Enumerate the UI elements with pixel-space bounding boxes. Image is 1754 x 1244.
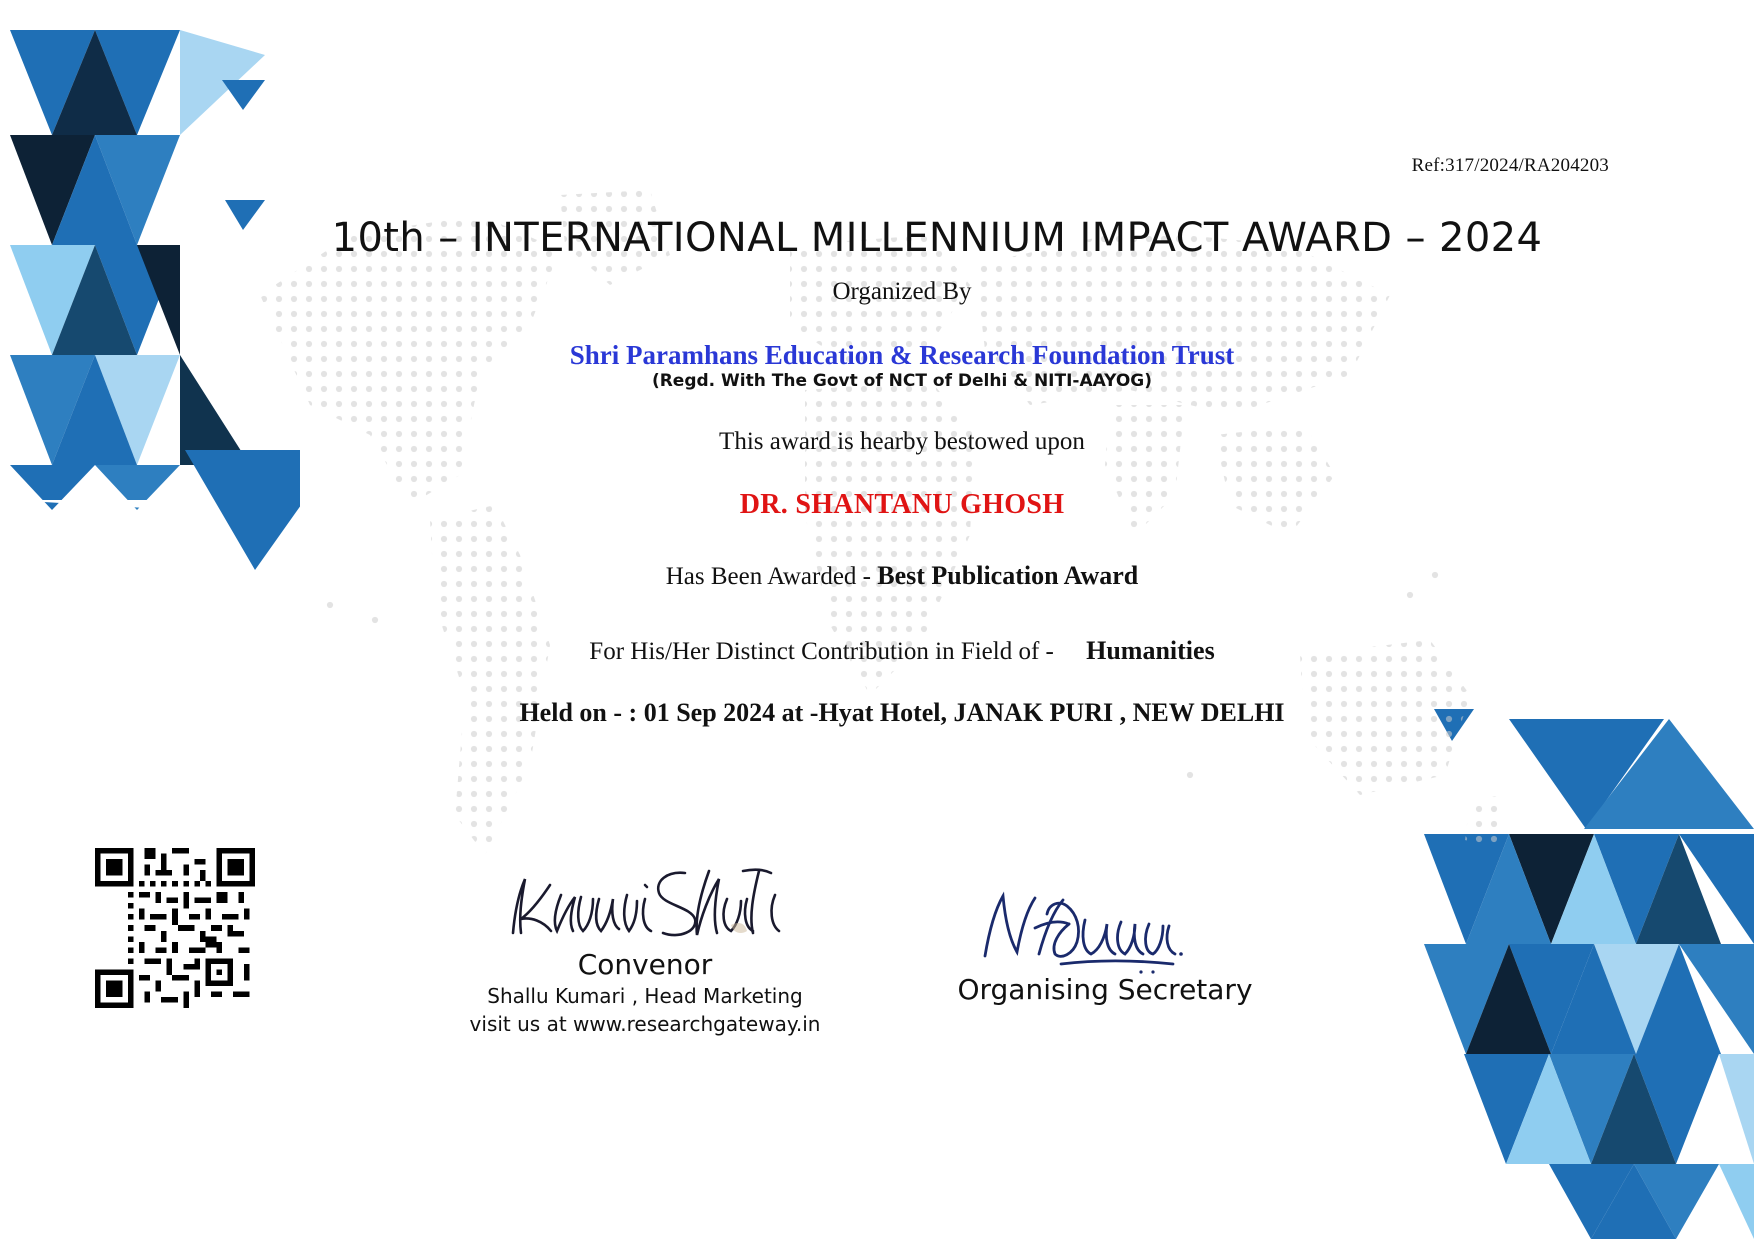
organized-by-label: Organized By — [832, 278, 972, 305]
signature-role-secretary: Organising Secretary — [957, 973, 1253, 1006]
award-label: Has Been Awarded - — [665, 563, 878, 590]
signature-block-secretary — [930, 880, 1280, 1006]
signature-role-convenor: Convenor — [577, 948, 713, 981]
held-label: Held on - : — [519, 698, 644, 727]
signature-sub-line-2: visit us at www.researchgateway.in — [469, 1012, 821, 1036]
qr-code — [95, 848, 255, 1008]
signature-sub-line-1: Shallu Kumari , Head Marketing — [487, 984, 803, 1008]
qr-code-svg — [95, 848, 255, 1008]
held-line — [160, 698, 1644, 728]
reference-number: Ref:317/2024/RA204203 — [1411, 155, 1609, 176]
field-value: Humanities — [1086, 636, 1215, 665]
field-line — [160, 636, 1644, 666]
bestowed-text: This award is hearby bestowed upon — [719, 428, 1085, 455]
organization-registration: (Regd. With The Govt of NCT of Delhi & NITI-AAYOG) — [651, 371, 1153, 391]
handwritten-signature-convenor — [495, 855, 795, 950]
field-label: For His/Her Distinct Contribution in Field of - — [589, 638, 1061, 665]
handwritten-signature-secretary — [965, 880, 1245, 975]
organization-name: Shri Paramhans Education & Research Foundation Trust — [569, 340, 1235, 370]
award-line — [160, 561, 1644, 591]
awardee-name: DR. SHANTANU GHOSH — [739, 489, 1065, 520]
page-title: 10th – INTERNATIONAL MILLENNIUM IMPACT AWARD – 2024 — [331, 215, 1543, 261]
award-name: Best Publication Award — [877, 561, 1139, 590]
signature-block-convenor — [430, 855, 860, 1037]
held-details: 01 Sep 2024 at -Hyat Hotel, JANAK PURI , NEW DELHI — [643, 698, 1285, 727]
